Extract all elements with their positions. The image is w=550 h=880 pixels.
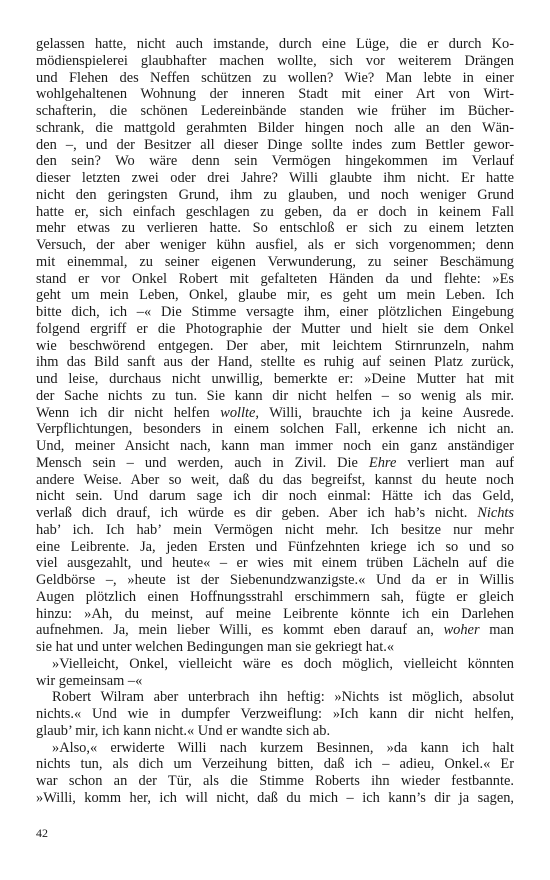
text-line: wie beschwörend entgegen. Der aber, mit leichtem Stirnrunzeln, nahm <box>36 337 514 354</box>
text-line: Wenn ich dir nicht helfen wollte, Willi, brauchte ich ja keine Ausrede. <box>36 404 514 421</box>
text-line: gelassen hatte, nicht auch imstande, durch eine Lüge, die er durch Ko- <box>36 36 514 52</box>
text-line: »Vielleicht, Onkel, vielleicht wäre es doch möglich, vielleicht könnten <box>52 655 514 672</box>
text-line: wir gemeinsam –« <box>36 672 143 689</box>
text-line: schafterin, die schönen Ledereinbände standen wie früher im Bücher- <box>36 103 514 119</box>
text-line: »Also,« erwiderte Willi nach kurzem Besinnen, »da kann ich halt <box>52 739 514 756</box>
emphasized-word: wollte, <box>220 404 259 421</box>
text-line: Verpflichtungen, besonders in einem solchen Fall, erkenne ich nicht an. <box>36 421 514 438</box>
emphasized-word: Ehre <box>368 454 397 471</box>
text-line: mit einemmal, zu seiner eigenen Verwunderung, zu seiner Beschämung <box>36 253 514 270</box>
text-line: war schon an der Tür, als die Stimme Roberts ihn wieder festbannte. <box>36 773 514 789</box>
text-line: ihm das Bild sanft aus der Hand, stellte es ruhig auf seinen Platz zurück, <box>36 354 514 371</box>
text-line: folgend ergriff er die Photographie der Mutter und hielt sie dem Onkel <box>36 320 514 337</box>
text-line: Versuch, der aber weniger kühn ausfiel, als er sich vorgenommen; denn <box>36 237 514 253</box>
book-page-text <box>36 36 514 807</box>
text-line: den –, und der Besitzer all dieser Dinge sollte indes zum Bettler gewor- <box>36 136 514 153</box>
text-line: der Sache nichts zu tun. Sie kann dir nicht helfen – so wenig als mir. <box>36 387 514 404</box>
text-line: nicht den geringsten Grund, ihm zu glauben, und noch weniger Grund <box>36 186 514 203</box>
text-line: glaub’ mir, ich kann nicht.« Und er wandte sich ab. <box>36 722 331 739</box>
text-line: den sein? Wo wäre denn sein Vermögen hingekommen im Verlauf <box>36 153 514 170</box>
text-line: eine Leibrente. Ja, jeden Ersten und Fünfzehnten kriege ich so und so <box>36 538 514 555</box>
text-line: nicht sein. Und darum sage ich dir noch einmal: Hätte ich das Geld, <box>36 488 514 505</box>
text-line: und Flehen des Neffen schützen zu wollen? Wie? Man lebte in einer <box>36 69 514 86</box>
text-line: Und, meiner Ansicht nach, kann man immer noch ein ganz anständiger <box>36 438 514 454</box>
text-line: mödienspielerei glaubhafter machen wollte, sich vor weiterem Drängen <box>36 52 514 69</box>
text-line: hatte er, sich einfach geschlagen zu geben, da er doch in keinem Fall <box>36 203 514 220</box>
text-line: Robert Wilram aber unterbrach ihn heftig: »Nichts ist möglich, absolut <box>52 689 514 706</box>
text-line: »Willi, komm her, ich will nicht, daß du mich – ich kann’s dir ja sagen, <box>36 789 514 806</box>
text-line: hab’ ich. Ich hab’ mein Vermögen nicht mehr. Ich besitze nur mehr <box>36 521 514 538</box>
text-line: bitte dich, ich –« Die Stimme versagte ihm, einer plötzlichen Eingebung <box>36 304 514 320</box>
text-line: stand er vor Onkel Robert mit gefalteten Händen da und flehte: »Es <box>36 270 514 287</box>
text-line: Augen plötzlich einen Hoffnungsstrahl erschimmern sah, fügte er gleich <box>36 588 514 605</box>
text-line: nichts tun, als dich um Verzeihung bitten, daß ich – adieu, Onkel.« Er <box>36 756 514 773</box>
emphasized-word: woher <box>443 622 480 639</box>
text-line: Mensch sein – und werden, auch in Zivil. Die Ehre verliert man auf <box>36 454 514 471</box>
text-line: aufnehmen. Ja, mein lieber Willi, es kommt eben darauf an, woher man <box>36 622 514 639</box>
emphasized-word: Nichts <box>477 505 514 521</box>
text-line: viel ausgezahlt, und heute« – er wies mit einem trüben Lächeln auf die <box>36 555 514 572</box>
text-line: dieser letzten zwei oder drei Jahre? Willi glaubte ihm nicht. Er hatte <box>36 170 514 186</box>
text-line: schrank, die mattgold gerahmten Bilder hingen noch alle an den Wän- <box>36 119 514 136</box>
text-line: Geldbörse –, »heute ist der Siebenundzwanzigste.« Und da er in Willis <box>36 572 514 588</box>
text-line: verlaß dich drauf, ich würde es dir geben. Aber ich hab’s nicht. Nichts <box>36 505 514 521</box>
text-line: wohlgehaltenen Wohnung der inneren Stadt mit einer Art von Wirt- <box>36 86 514 103</box>
page-number: 42 <box>36 826 48 840</box>
text-line: mehr etwas zu verlieren hatte. So entschloß er sich zu einem letzten <box>36 220 514 237</box>
text-line: andere Weise. Aber so weit, daß du das begreifst, kannst du heute noch <box>36 471 514 488</box>
text-line: und leise, durchaus nicht unwillig, bemerkte er: »Deine Mutter hat mit <box>36 371 514 387</box>
text-line: sie hat und unter welchen Bedingungen man sie gekriegt hat.« <box>36 639 395 655</box>
text-line: nichts.« Und wie in dumpfer Verzweiflung: »Ich kann dir nicht helfen, <box>36 706 514 722</box>
text-line: hinzu: »Ah, du meinst, auf meine Leibrente könnte ich ein Darlehen <box>36 605 514 622</box>
text-line: geht um mein Leben, Onkel, glaube mir, es geht um mein Leben. Ich <box>36 287 514 304</box>
